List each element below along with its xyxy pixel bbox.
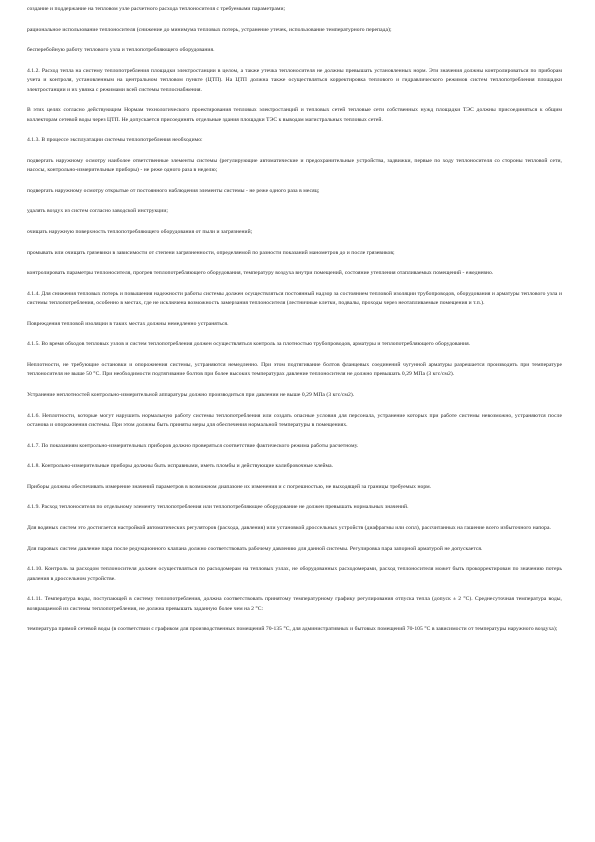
section-4-1-10-paragraph: 4.1.10. Контроль за расходом теплоносителя должен осуществляться по расходомерам на тепловых узлах, не оборудованных расходомерами, расход теплоносителя может быть прокорректирован по значению потерь давления в дроссельном устройстве. [27, 566, 562, 582]
section-4-1-2-paragraph: 4.1.2. Расход тепла на систему теплопотребления площадки электростанции в целом, а также утечка теплоносителя не должны превышать установленных норм. Эти значения должны контролироваться по приборам учета и контроля, установленным на центральном тепловом пункте (ЦТП). На ЦТП должна также осуществляться корректировка теплового и гидравлического режимов систем теплопотребления площадки электростанции и их увязка с режимами всей системы теплоснабжения. [27, 67, 562, 93]
section-4-1-7-paragraph: 4.1.7. По показаниям контрольно-измерительных приборов должно проверяться соответствие фактического режима работы расчетному. [27, 442, 359, 449]
paragraph: В этих целях согласно действующим Нормам технологического проектирования тепловых электростанций и тепловых сетей тепловые сети собственных нужд площадки ТЭС должны присоединяться к общим коллекторам сетевой воды через ЦТП. Не допускается присоединять отдельные здания площадки ТЭС к выводам магистральных тепловых сетей. [27, 107, 562, 123]
paragraph: создание и поддержание на тепловом узле расчетного расхода теплоносителя с требуемыми параметрами; [27, 6, 286, 12]
paragraph: рациональное использование теплоносителя (снижение до минимума тепловых потерь, устранение утечек, использование температурного перепада); [27, 26, 392, 33]
section-4-1-4-paragraph: 4.1.4. Для снижения тепловых потерь и повышения надежности работы системы должен осуществляться постоянный надзор за состоянием тепловой изоляции трубопроводов, оборудования и арматуры теплового узла и системы теплопотребления, особенно в местах, где не исключена возможность замерзания теплоносителя (лестничные клетки, подвалы, проходы через неотапливаемые помещения и т.п.). [27, 290, 562, 307]
paragraph: Для водяных систем это достигается настройкой автоматических регуляторов (расхода, давления) или установкой дроссельных устройств (диафрагмы или сопл), рассчитанных на гашение всего избыточного напора. [27, 524, 551, 531]
paragraph: Неплотности, не требующие остановки и опорожнения системы, устраняются немедленно. При этом подтягивание болтов фланцевых соединений чугунной арматуры разрешается производить при температуре теплоносителя не выше 50 °С. При необходимости подтягивание болтов при более высоких температурах давление теплоносителя не должно превышать 0,29 МПа (3 кгс/см2). [27, 361, 562, 378]
paragraph: промывать или очищать грязевики в зависимости от степени загрязненности, определяемой по разности показаний манометров до и после грязевиков; [27, 249, 395, 256]
paragraph: Повреждения тепловой изоляции в таких местах должны немедленно устраняться. [27, 320, 229, 327]
paragraph: температура прямой сетевой воды (в соответствии с графиком для производственных помещений 70-135 °С, для административных и бытовых помещений 70-105 °С в зависимости от температуры наружного воздуха); [27, 626, 558, 633]
paragraph: контролировать параметры теплоносителя, прогрев теплопотребляющего оборудования, температуру воздуха внутри помещений, состояние утепления отапливаемых помещений - ежедневно. [27, 270, 494, 277]
section-4-1-8-paragraph: 4.1.8. Контрольно-измерительные приборы должны быть исправными, иметь пломбы и действующие калибровочные клейма. [27, 463, 334, 470]
paragraph: Приборы должны обеспечивать измерение значений параметров в возможном диапазоне их изменения и с погрешностью, не выходящей за границы требуемых норм. [27, 483, 432, 490]
paragraph: бесперебойную работу теплового узла и теплопотребляющего оборудования. [27, 47, 215, 54]
section-4-1-9-paragraph: 4.1.9. Расход теплоносителя по отдельному элементу теплопотребления или теплопотребляющее оборудование не должен превышать нормальных значений. [27, 504, 409, 511]
paragraph: очищать наружную поверхность теплопотребляющего оборудования от пыли и загрязнений; [27, 228, 253, 235]
paragraph: подвергать наружному осмотру открытые от постоянного наблюдения элементы системы - не реже одного раза в месяц; [27, 187, 320, 194]
section-4-1-6-paragraph: 4.1.6. Неплотности, которые могут нарушить нормальную работу системы теплопотребления или создать опасные условия для персонала, устранение которых при работе системы невозможно, устраняются после останова и опорожнения системы. При этом должны быть приняты меры для обеспечения нормальной температуры в помещениях. [27, 412, 562, 428]
paragraph: Устранение неплотностей контрольно-измерительной аппаратуры должно производиться при давлении не выше 0,29 МПа (3 кгс/см2). [27, 391, 355, 398]
paragraph: подвергать наружному осмотру наиболее ответственные элементы системы (регулирующие автоматические и предохранительные устройства, задвижки, первые по ходу теплоносителя со стороны тепловой сети, насосы, контрольно-измерительные приборы) - не реже одного раза в неделю; [27, 157, 562, 174]
section-4-1-5-paragraph: 4.1.5. Во время обходов тепловых узлов и систем теплопотребления должен осуществляться контроль за плотностью трубопроводов, арматуры и теплопотребляющего оборудования. [27, 341, 471, 348]
section-4-1-3-paragraph: 4.1.3. В процессе эксплуатации системы теплопотребления необходимо: [27, 137, 203, 144]
paragraph: удалять воздух из систем согласно заводской инструкции; [27, 208, 168, 215]
paragraph: Для паровых систем давление пара после редукционного клапана должно соответствовать рабочему давлению для данной системы. Регулировка пара запорной арматурой не допускается. [27, 545, 483, 552]
section-4-1-11-paragraph: 4.1.11. Температура воды, поступающей в систему теплопотребления, должна соответствовать принятому температурному графику регулирования отпуска тепла (допуск ± 2 °С). Среднесуточная температура воды, возвращаемой из системы теплопотребления, не должна превышать заданную более чем на 2 °С: [27, 596, 562, 612]
